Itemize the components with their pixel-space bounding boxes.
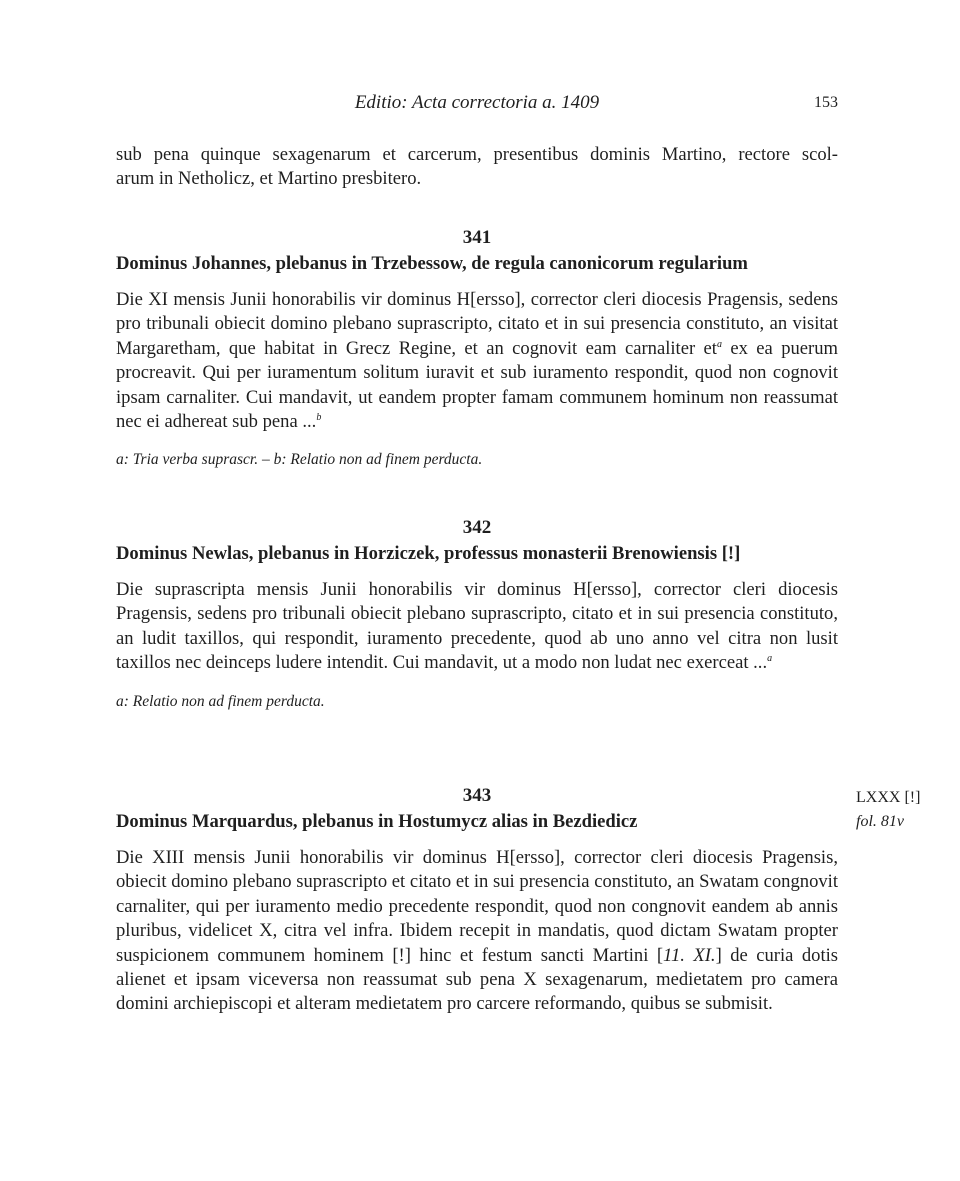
entry-number: 341: [462, 227, 492, 248]
page-number: 153: [814, 94, 838, 111]
footnote: a: Tria verba suprascr. – b: Relatio non ad finem perducta.: [116, 451, 483, 469]
entry-text-part: Die suprascripta mensis Junii honorabilis vir dominus H[ersso], corrector cleri diocesis Pragensis, sedens pro tribunali obiecit plebano suprascripto, citato et in sui presencia constituto, an ludit taxillos, qui respondit, iuramento precedente, quod ab uno anno vel citra non lusit taxillos nec deinceps ludere intendit. Cui mandavit, ut a modo non ludat nec exerceat ...: [116, 579, 838, 674]
intro-line-1: sub pena quinque sexagenarum et carcerum, presentibus dominis Martino, rectore scol-: [116, 144, 838, 165]
entry-text: [116, 846, 838, 1017]
margin-note-foliation: LXXX [!]: [856, 789, 921, 806]
entry-text-part: ex ea puerum procreavit. Qui per iuramentum solitum iuravit et sub iuramento respondit, quod non cognovit ipsam carnaliter. Cui mandavit, ut eandem propter famam communem hominum non reassumat nec ei adhereat sub pena ...: [116, 337, 838, 433]
footnote-mark: b: [316, 411, 322, 423]
intro-line-2: arum in Netholicz, et Martino presbitero.: [116, 168, 422, 190]
margin-note-folio: fol. 81v: [856, 813, 904, 830]
entry-341: [116, 226, 838, 470]
entry-text-part: Die XI mensis Junii honorabilis vir dominus H[ersso], corrector cleri diocesis Pragensis, sedens pro tribunali obiecit domino plebano suprascripto, citato et in sui presencia constituto, an visitat Margaretham, que habitat in Grecz Regine, et an cognovit eam carnaliter et: [116, 289, 838, 359]
entry-342: [116, 516, 838, 712]
entry-heading: Dominus Marquardus, plebanus in Hostumycz alias in Bezdiedicz: [116, 811, 638, 832]
entry-text: [116, 578, 838, 676]
running-head: [116, 92, 838, 118]
entry-text: [116, 288, 838, 434]
footnote-mark: a: [767, 653, 773, 665]
running-title: Editio: Acta correctoria a. 1409: [354, 92, 600, 113]
entry-heading: Dominus Newlas, plebanus in Horziczek, professus monasterii Brenowiensis [!]: [116, 543, 741, 564]
entry-text-part: ] de curia dotis alienet et ipsam viceversa non reassumat sub pena X sexagenarum, medietatem pro camera domini archiepiscopi et alteram medietatem pro carcere reformando, quibus se submisit.: [116, 944, 839, 1015]
entry-number: 343: [462, 785, 492, 806]
intro-paragraph: [116, 143, 838, 192]
entry-text-part: Die XIII mensis Junii honorabilis vir dominus H[ersso], corrector cleri diocesis Pragensis, obiecit domino plebano suprascripto et citato et in sui presencia constituto, an Swatam congnovit carnaliter, qui per iuramento medio precedente respondit, quod non congnovit eandem ab annis pluribus, videlicet X, citra vel infra. Ibidem recepit in mandatis, quod dictam Swatam propter suspicionem communem hominem [!] hinc et festum sancti Martini [: [116, 847, 838, 966]
footnote-mark: a: [716, 338, 722, 350]
date-reference: 11. XI.: [663, 944, 716, 966]
entry-heading: Dominus Johannes, plebanus in Trzebessow, de regula canonicorum regularium: [116, 253, 748, 274]
footnote: a: Relatio non ad finem perducta.: [116, 692, 325, 710]
entry-number: 342: [462, 517, 492, 538]
entry-343: [116, 784, 838, 1017]
